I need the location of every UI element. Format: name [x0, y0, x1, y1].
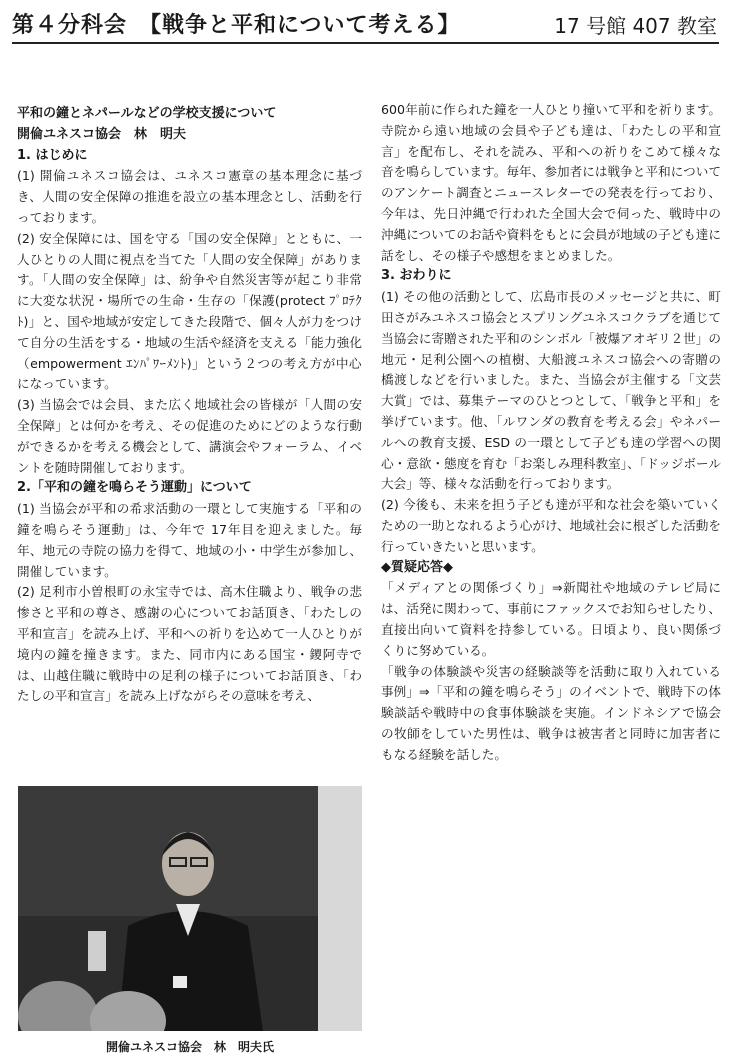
room-label: 17 号館 407 教室: [554, 14, 717, 38]
paragraph: (3) 当協会では会員、また広く地域社会の皆様が「人間の安全保障」とは何かを考え、その促進のためにどのような行動ができるかを考える機会として、講演会やフォーラム、イベントを随時開催しております。: [17, 397, 362, 475]
paragraph: (2) 安全保障には、国を守る「国の安全保障」とともに、一人ひとりの人間に視点を当てた「人間の安全保障」があります。「人間の安全保障」は、紛争や自然災害等が起こり非常に大変な状況・場所での生命・生存の「保護(protect ﾌﾟﾛﾃｸﾄ)」と、国や地域が安定してきた段階で、個々人が力をつけて自分の生活をする・地域の生活や経済を支える「能力強化（empowerment ｴﾝﾊﾟﾜｰﾒﾝﾄ)」という２つの考え方が中心になっています。: [17, 230, 362, 392]
paragraph: (1) その他の活動として、広島市長のメッセージと共に、町田さがみユネスコ協会とスプリングユネスコクラブを通じて当協会に寄贈された平和のシンボル「被爆アオギリ２世」の地元・足利公園への植樹、大船渡ユネスコ協会への寄贈の橋渡しなどを行いました。また、当協会が主催する「文芸大賞」では、募集テーマのひとつとして、「戦争と平和」を挙げています。他、「ルワンダの教育を考える会」やネパールへの教育支援、ESD の一環として子ども達の学習への関心・意欲・態度を育む「お楽しみ理科教室」、「ドッジボール大会」等、様々な活動を行っております。: [381, 289, 721, 492]
photo-caption: 開倫ユネスコ協会 林 明夫氏: [105, 1040, 274, 1054]
qa-heading: ◆質疑応答◆: [381, 559, 453, 575]
page-header: [12, 8, 717, 42]
paragraph: 「戦争の体験談や災害の経験談等を活動に取り入れている事例」⇒「平和の鐘を鳴らそう」のイベントで、戦時下の体験談話や戦時中の食事体験談を実施。インドネシアで協会の牧師をしていた男性は、戦争は被害者と同時に加害者にもなる経験を話した。: [381, 663, 722, 762]
right-column: [381, 100, 721, 766]
left-column: [17, 104, 362, 707]
right-column-body: [381, 100, 721, 766]
paragraph: 600年前に作られた鐘を一人ひとり撞いて平和を祈ります。寺院から遠い地域の会員や子ども達は、「わたしの平和宣言」を配布し、それを読み、平和への祈りをこめて様々な音を鳴らしています。毎年、参加者には戦争と平和についてのアンケート調査とニュースレターでの発表を行っており、今年は、先日沖縄で行われた全国大会で伺った、戦時中の沖縄についてのお話や資料をもとに会員が地域の子ども達に話をし、その様子や感想をまとめました。: [381, 102, 721, 263]
paragraph: 「メディアとの関係づくり」⇒新聞社や地域のテレビ局には、活発に関わって、事前にファックスでお知らせしたり、直接出向いて資料を持参している。日頃より、良い関係づくりに努めている。: [381, 580, 722, 658]
paragraph: (2) 今後も、未来を担う子ども達が平和な社会を築いていくための一助となれるよう心がけ、地域社会に根ざした活動を行っていきたいと思います。: [381, 497, 721, 554]
article-title: 平和の鐘とネパールなどの学校支援について: [17, 106, 277, 121]
paragraph: (1) 当協会が平和の希求活動の一環として実施する「平和の鐘を鳴らそう運動」は、今年で 17年目を迎えました。毎年、地元の寺院の協力を得て、地域の小・中学生が参加し、開催しています。: [17, 501, 362, 579]
header-divider: [12, 42, 719, 44]
left-column-body: [17, 146, 362, 708]
paragraph: (2) 足利市小曽根町の永宝寺では、高木住職より、戦争の悲惨さと平和の尊さ、感謝の心についてお話頂き、「わたしの平和宣言」を読み上げ、平和への祈りを込めて一人ひとりが境内の鐘を撞きます。また、同市内にある国宝・鑁阿寺では、山越住職に戦時中の足利の様子についてお話頂き、「わたしの平和宣言」を読み上げながらその意味を考え、: [17, 584, 362, 704]
session-title: 第４分科会 【戦争と平和について考える】: [12, 13, 461, 38]
speaker-photo-image: [18, 786, 362, 1031]
section-heading: 1. はじめに: [17, 147, 88, 163]
section-heading: 2.「平和の鐘を鳴らそう運動」について: [17, 480, 252, 496]
speaker-photo: [18, 786, 362, 1031]
article-author: 開倫ユネスコ協会 林 明夫: [17, 126, 187, 142]
section-heading: 3. おわりに: [381, 268, 452, 284]
paragraph: (1) 開倫ユネスコ協会は、ユネスコ憲章の基本理念に基づき、人間の安全保障の推進を設立の基本理念とし、活動を行っております。: [17, 168, 362, 225]
